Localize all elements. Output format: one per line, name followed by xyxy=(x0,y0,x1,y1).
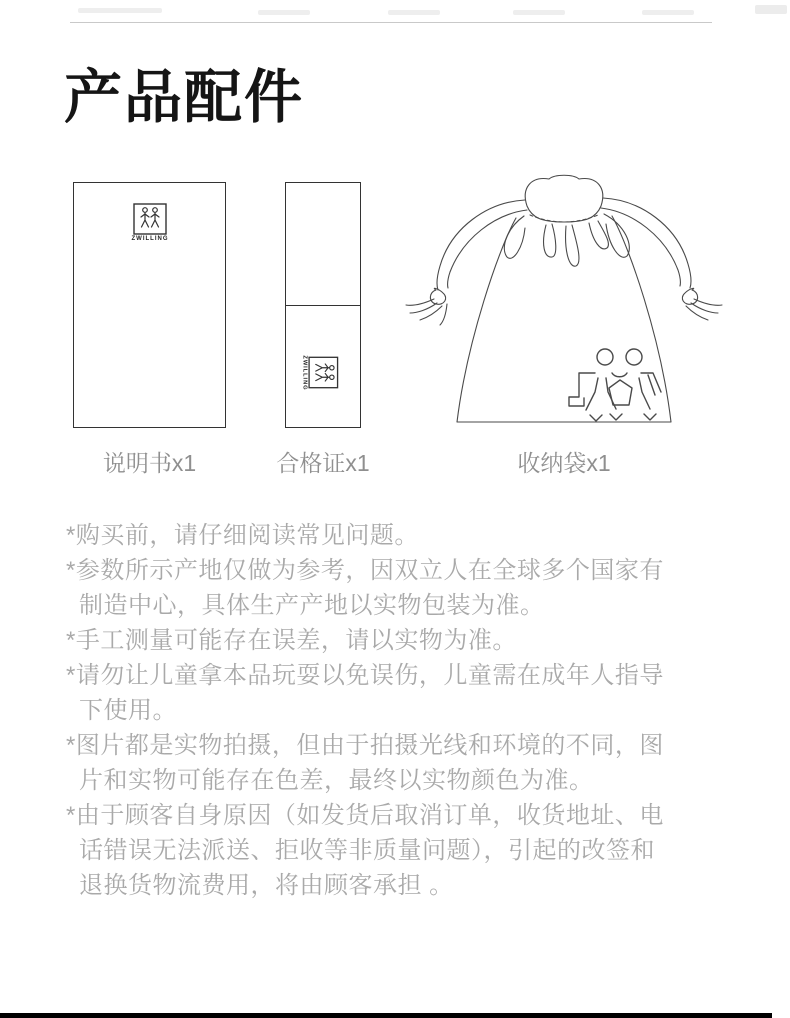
zwilling-wordmark: ZWILLING xyxy=(301,355,308,391)
notes-block xyxy=(66,518,776,903)
zwilling-logo xyxy=(132,203,168,242)
previous-section-remnant xyxy=(388,10,440,15)
previous-section-remnant xyxy=(642,10,694,15)
section-divider xyxy=(70,22,712,23)
note-line: 制造中心，具体生产产地以实物包装为准。 xyxy=(79,592,545,619)
manual-illustration xyxy=(73,182,226,428)
note-line: *参数所示产地仅做为参考，因双立人在全球多个国家有 xyxy=(66,557,664,584)
note-line: 退换货物流费用，将由顾客承担 。 xyxy=(79,872,454,899)
note-line: *图片都是实物拍摄，但由于拍摄光线和环境的不同，图 xyxy=(66,732,664,759)
previous-section-remnant xyxy=(258,10,310,15)
next-section-edge xyxy=(0,1013,772,1018)
previous-section-remnant xyxy=(513,10,565,15)
note-line: *由于顾客自身原因（如发货后取消订单，收货地址、电 xyxy=(66,802,664,829)
zwilling-logo-rotated xyxy=(301,355,338,389)
zwilling-twins-icon xyxy=(133,203,167,235)
note-line: 话错误无法派送、拒收等非质量问题），引起的改签和 xyxy=(79,837,655,864)
zwilling-twins-icon xyxy=(308,356,338,388)
zwilling-twins-outline xyxy=(569,349,661,421)
accessory-label-manual: 说明书x1 xyxy=(102,450,197,476)
section-title: 产品配件 xyxy=(64,65,305,130)
certificate-illustration xyxy=(285,182,361,428)
note-line: *购买前，请仔细阅读常见问题。 xyxy=(66,522,419,549)
previous-section-remnant xyxy=(755,5,787,14)
note-line: *手工测量可能存在误差，请以实物为准。 xyxy=(66,627,517,654)
note-line: *请勿让儿童拿本品玩耍以免误伤，儿童需在成年人指导 xyxy=(66,662,664,689)
certificate-fold-line xyxy=(286,305,360,306)
note-line: 下使用。 xyxy=(79,697,177,724)
note-line: 片和实物可能存在色差，最终以实物颜色为准。 xyxy=(79,767,594,794)
accessory-label-bag: 收纳袋x1 xyxy=(517,450,611,476)
zwilling-wordmark: ZWILLING xyxy=(131,236,169,242)
accessory-label-certificate: 合格证x1 xyxy=(276,450,370,476)
previous-section-remnant xyxy=(78,8,162,13)
drawstring-bag-illustration xyxy=(403,166,725,434)
